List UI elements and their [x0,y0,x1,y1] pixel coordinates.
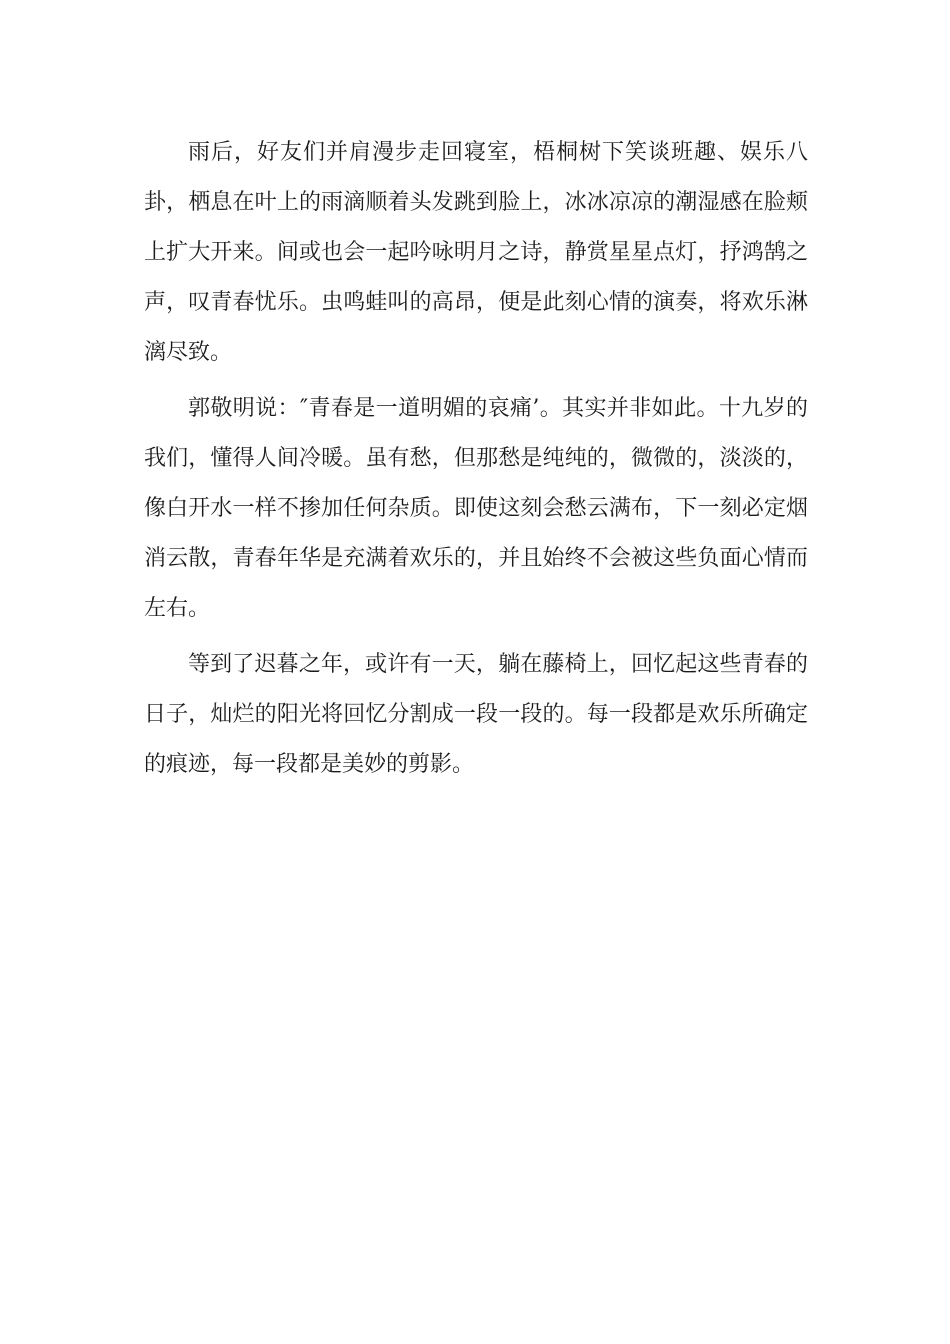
document-body [144,128,808,790]
paragraph-2: 郭敬明说：″青春是一道明媚的哀痛’。其实并非如此。十九岁的我们，懂得人间冷暖。虽有愁，但那愁是纯纯的，微微的，淡淡的，像白开水一样不掺加任何杂质。即使这刻会愁云满布，下一刻必定烟消云散，青春年华是充满着欢乐的，并且始终不会被这些负面心情而左右。 [144,396,808,621]
paragraph-1: 雨后，好友们并肩漫步走回寝室，梧桐树下笑谈班趣、娱乐八卦，栖息在叶上的雨滴顺着头发跳到脸上，冰冰凉凉的潮湿感在脸颊上扩大开来。间或也会一起吟咏明月之诗，静赏星星点灯，抒鸿鹄之声，叹青春忧乐。虫鸣蛙叫的高昂，便是此刻心情的演奏，将欢乐淋漓尽致。 [144,140,808,365]
paragraph-3: 等到了迟暮之年，或许有一天，躺在藤椅上，回忆起这些青春的日子，灿烂的阳光将回忆分割成一段一段的。每一段都是欢乐所确定的痕迹，每一段都是美妙的剪影。 [144,652,808,777]
